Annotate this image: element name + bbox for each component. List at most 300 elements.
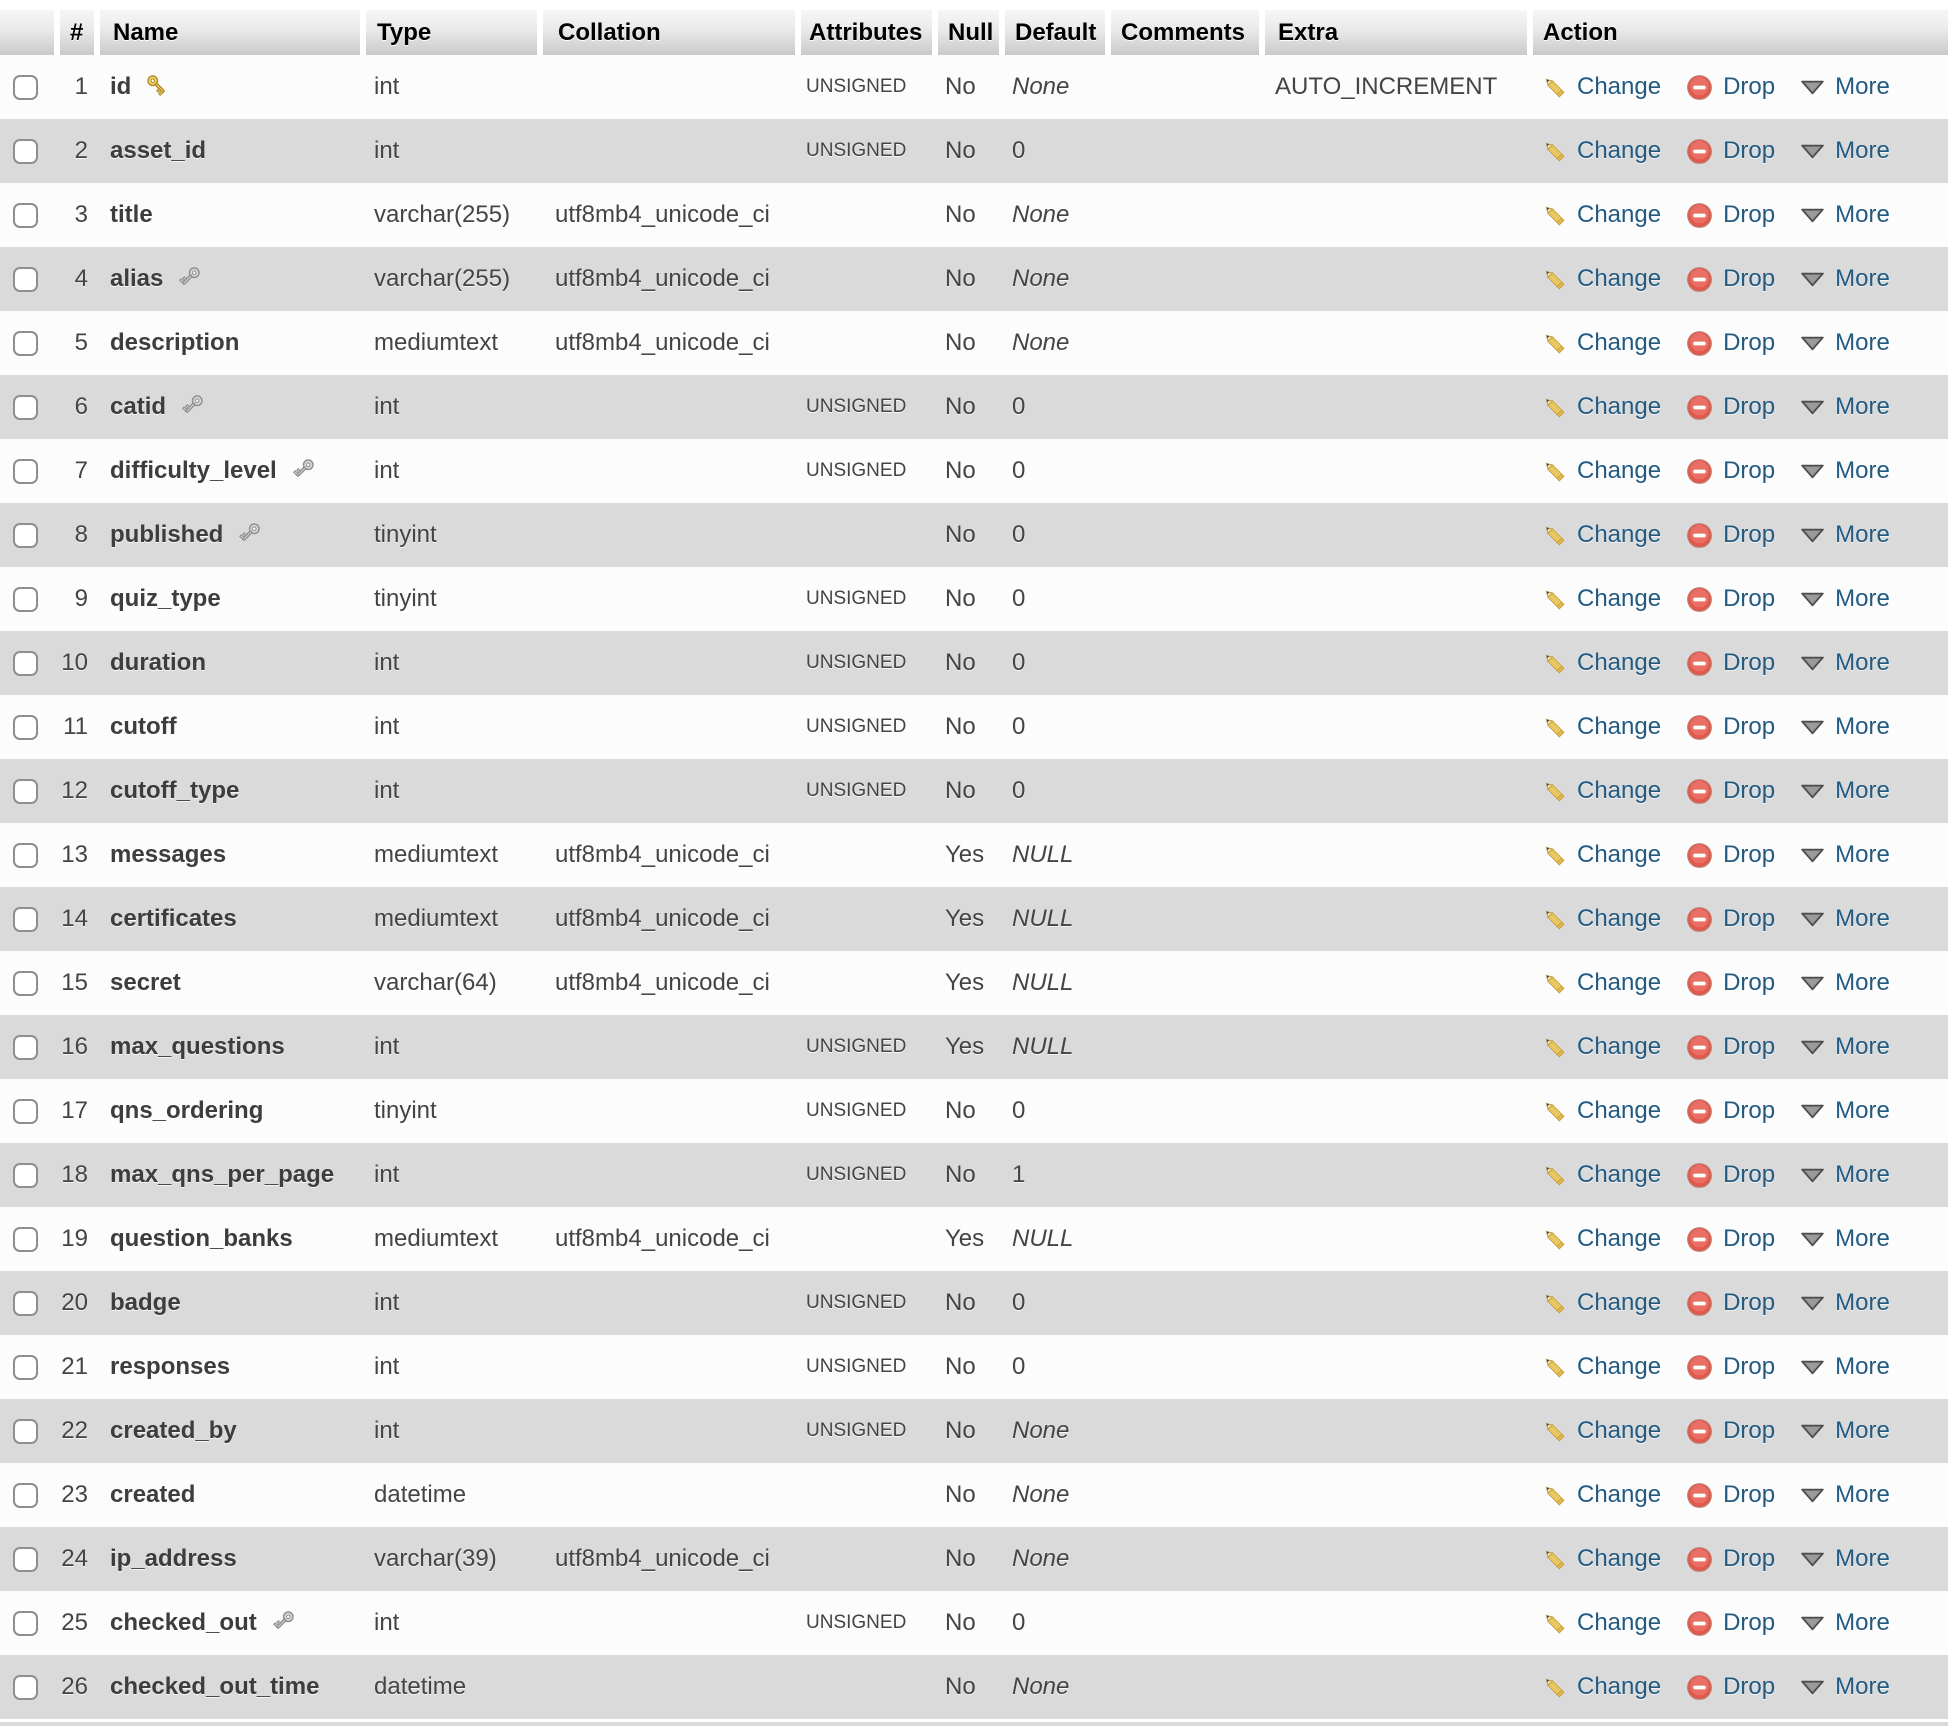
field-name: title [110, 201, 153, 228]
more-triangle-icon [1800, 399, 1825, 416]
more-link[interactable] [1800, 585, 1890, 613]
table-row [0, 887, 1948, 951]
collation-cell [540, 759, 798, 823]
collation-cell [540, 695, 798, 759]
drop-label: Drop [1723, 1353, 1776, 1381]
pencil-icon [1540, 969, 1569, 998]
null-cell: No [945, 777, 976, 804]
change-link[interactable] [1540, 1161, 1661, 1190]
row-checkbox-cell [0, 567, 57, 631]
default-cell [1002, 55, 1108, 119]
null-cell: No [945, 649, 976, 676]
row-checkbox[interactable] [13, 907, 38, 932]
row-checkbox[interactable] [13, 1163, 38, 1188]
field-name-cell [97, 631, 363, 695]
drop-icon [1686, 586, 1713, 613]
row-number-cell: 3 [74, 201, 88, 228]
row-checkbox-cell [0, 119, 57, 183]
more-link[interactable] [1800, 1609, 1890, 1637]
change-label: Change [1577, 1289, 1662, 1317]
drop-label: Drop [1723, 329, 1776, 357]
change-link[interactable] [1540, 1289, 1661, 1318]
change-link[interactable] [1540, 905, 1661, 934]
drop-label: Drop [1723, 1289, 1776, 1317]
change-link[interactable] [1540, 201, 1661, 230]
row-checkbox-cell [0, 1463, 57, 1527]
attributes-cell [798, 183, 935, 247]
row-checkbox[interactable] [13, 331, 38, 356]
drop-icon [1686, 778, 1713, 805]
field-name: asset_id [110, 137, 207, 164]
row-number-cell: 23 [61, 1481, 88, 1508]
change-label: Change [1577, 1033, 1662, 1061]
more-triangle-icon [1800, 1167, 1825, 1184]
collation-cell [540, 503, 798, 567]
default-cell [1002, 1591, 1108, 1655]
pencil-icon [1540, 713, 1569, 742]
column-header-action: Action [1530, 10, 1948, 55]
row-checkbox[interactable] [13, 1291, 38, 1316]
row-checkbox[interactable] [13, 459, 38, 484]
table-row [0, 1463, 1948, 1527]
field-name: created_by [110, 1417, 237, 1444]
change-link[interactable] [1540, 457, 1661, 486]
more-triangle-icon [1800, 463, 1825, 480]
more-link[interactable] [1800, 393, 1890, 421]
more-link[interactable] [1800, 265, 1890, 293]
change-link[interactable] [1540, 585, 1661, 614]
change-label: Change [1577, 73, 1662, 101]
drop-link[interactable] [1686, 265, 1775, 293]
table-row [0, 439, 1948, 503]
row-checkbox-cell [0, 887, 57, 951]
field-name: difficulty_level [110, 457, 277, 484]
default-value: NULL [1012, 969, 1074, 996]
change-link[interactable] [1540, 1673, 1661, 1702]
drop-link[interactable] [1686, 649, 1775, 677]
comments-cell [1108, 439, 1262, 503]
drop-link[interactable] [1686, 1353, 1775, 1381]
change-label: Change [1577, 1225, 1662, 1253]
pencil-icon [1540, 1353, 1569, 1382]
change-label: Change [1577, 1417, 1662, 1445]
default-cell [1002, 1399, 1108, 1463]
row-checkbox[interactable] [13, 587, 38, 612]
pencil-icon [1540, 521, 1569, 550]
drop-link[interactable] [1686, 73, 1775, 101]
more-link[interactable] [1800, 521, 1890, 549]
drop-link[interactable] [1686, 521, 1775, 549]
collation-cell [540, 55, 798, 119]
drop-icon [1686, 1290, 1713, 1317]
row-checkbox[interactable] [13, 971, 38, 996]
pencil-icon [1540, 265, 1569, 294]
more-link[interactable] [1800, 1673, 1890, 1701]
more-triangle-icon [1800, 1039, 1825, 1056]
field-type-cell: tinyint [374, 521, 437, 548]
more-link[interactable] [1800, 841, 1890, 869]
change-link[interactable] [1540, 713, 1661, 742]
comments-cell [1108, 55, 1262, 119]
row-checkbox-cell [0, 1335, 57, 1399]
more-label: More [1835, 1545, 1890, 1573]
more-link[interactable] [1800, 1033, 1890, 1061]
more-label: More [1835, 1289, 1890, 1317]
more-link[interactable] [1800, 1225, 1890, 1253]
row-checkbox[interactable] [13, 1035, 38, 1060]
default-value: None [1012, 201, 1070, 228]
row-checkbox[interactable] [13, 1099, 38, 1124]
default-value: 0 [1012, 137, 1026, 164]
change-link[interactable] [1540, 521, 1661, 550]
row-checkbox[interactable] [13, 1227, 38, 1252]
row-checkbox-cell [0, 1655, 57, 1719]
change-label: Change [1577, 841, 1662, 869]
more-link[interactable] [1800, 1353, 1890, 1381]
extra-cell [1262, 887, 1530, 951]
null-cell: No [945, 1353, 976, 1380]
field-name-cell [97, 695, 363, 759]
field-name: max_qns_per_page [110, 1161, 335, 1188]
extra-cell [1262, 1655, 1530, 1719]
comments-cell [1108, 119, 1262, 183]
more-link[interactable] [1800, 1545, 1890, 1573]
change-link[interactable] [1540, 73, 1661, 102]
attributes-cell [798, 311, 935, 375]
field-name: id [110, 73, 132, 100]
table-row [0, 375, 1948, 439]
default-value: 0 [1012, 521, 1026, 548]
drop-label: Drop [1723, 201, 1776, 229]
attributes-cell: UNSIGNED [806, 1100, 907, 1121]
table-row [0, 695, 1948, 759]
drop-link[interactable] [1686, 1289, 1775, 1317]
row-checkbox[interactable] [13, 843, 38, 868]
drop-link[interactable] [1686, 393, 1775, 421]
pencil-icon [1540, 649, 1569, 678]
field-type-cell: int [374, 1417, 400, 1444]
more-label: More [1835, 521, 1890, 549]
row-checkbox[interactable] [13, 395, 38, 420]
row-checkbox[interactable] [13, 139, 38, 164]
row-checkbox[interactable] [13, 1611, 38, 1636]
comments-cell [1108, 1527, 1262, 1591]
pencil-icon [1540, 1289, 1569, 1318]
more-link[interactable] [1800, 1289, 1890, 1317]
row-checkbox[interactable] [13, 523, 38, 548]
more-label: More [1835, 1033, 1890, 1061]
comments-cell [1108, 567, 1262, 631]
change-link[interactable] [1540, 137, 1661, 166]
row-number-cell: 24 [61, 1545, 88, 1572]
more-link[interactable] [1800, 1097, 1890, 1125]
row-checkbox[interactable] [13, 651, 38, 676]
table-row [0, 951, 1948, 1015]
row-checkbox[interactable] [13, 203, 38, 228]
default-cell [1002, 439, 1108, 503]
more-triangle-icon [1800, 1231, 1825, 1248]
drop-label: Drop [1723, 137, 1776, 165]
change-link[interactable] [1540, 265, 1661, 294]
action-cell [1530, 951, 1948, 1015]
more-label: More [1835, 137, 1890, 165]
drop-icon [1686, 74, 1713, 101]
collation-cell [540, 1335, 798, 1399]
change-label: Change [1577, 1353, 1662, 1381]
change-link[interactable] [1540, 841, 1661, 870]
field-name: created [110, 1481, 196, 1508]
row-checkbox[interactable] [13, 1355, 38, 1380]
change-link[interactable] [1540, 1609, 1661, 1638]
row-number-cell: 12 [61, 777, 88, 804]
change-link[interactable] [1540, 1481, 1661, 1510]
change-link[interactable] [1540, 1033, 1661, 1062]
more-link[interactable] [1800, 649, 1890, 677]
more-link[interactable] [1800, 201, 1890, 229]
field-name: description [110, 329, 240, 356]
row-checkbox-cell [0, 823, 57, 887]
extra-cell [1262, 1079, 1530, 1143]
drop-link[interactable] [1686, 841, 1775, 869]
more-label: More [1835, 1161, 1890, 1189]
action-cell [1530, 1207, 1948, 1271]
drop-link[interactable] [1686, 137, 1775, 165]
pencil-icon [1540, 777, 1569, 806]
drop-link[interactable] [1686, 713, 1775, 741]
more-link[interactable] [1800, 137, 1890, 165]
pencil-icon [1540, 73, 1569, 102]
collation-cell [540, 1143, 798, 1207]
more-triangle-icon [1800, 335, 1825, 352]
action-cell [1530, 183, 1948, 247]
action-cell [1530, 1335, 1948, 1399]
column-header-checkbox [0, 10, 57, 55]
field-name: cutoff [110, 713, 177, 740]
more-label: More [1835, 1673, 1890, 1701]
attributes-cell: UNSIGNED [806, 780, 907, 801]
column-header-type: Type [363, 10, 540, 55]
row-checkbox-cell [0, 759, 57, 823]
default-value: 0 [1012, 393, 1026, 420]
table-row [0, 311, 1948, 375]
action-cell [1530, 247, 1948, 311]
comments-cell [1108, 1015, 1262, 1079]
pencil-icon [1540, 1673, 1569, 1702]
drop-link[interactable] [1686, 1673, 1775, 1701]
row-checkbox[interactable] [13, 1675, 38, 1700]
drop-link[interactable] [1686, 777, 1775, 805]
change-link[interactable] [1540, 1417, 1661, 1446]
extra-cell [1262, 1463, 1530, 1527]
drop-link[interactable] [1686, 457, 1775, 485]
field-type-cell: mediumtext [374, 905, 499, 932]
action-cell [1530, 1463, 1948, 1527]
drop-link[interactable] [1686, 1481, 1775, 1509]
drop-label: Drop [1723, 905, 1776, 933]
default-cell [1002, 183, 1108, 247]
collation-cell [540, 119, 798, 183]
more-label: More [1835, 1097, 1890, 1125]
null-cell: No [945, 1481, 976, 1508]
drop-link[interactable] [1686, 1161, 1775, 1189]
change-label: Change [1577, 521, 1662, 549]
default-cell [1002, 567, 1108, 631]
more-link[interactable] [1800, 1481, 1890, 1509]
field-name-cell [97, 1079, 363, 1143]
attributes-cell [798, 1655, 935, 1719]
more-link[interactable] [1800, 73, 1890, 101]
drop-link[interactable] [1686, 905, 1775, 933]
change-link[interactable] [1540, 969, 1661, 998]
drop-label: Drop [1723, 265, 1776, 293]
row-number-cell: 18 [61, 1161, 88, 1188]
change-link[interactable] [1540, 329, 1661, 358]
row-number-cell: 10 [61, 649, 88, 676]
drop-icon [1686, 842, 1713, 869]
row-checkbox[interactable] [13, 779, 38, 804]
row-number-cell: 13 [61, 841, 88, 868]
drop-link[interactable] [1686, 1545, 1775, 1573]
pencil-icon [1540, 137, 1569, 166]
more-link[interactable] [1800, 329, 1890, 357]
null-cell: No [945, 1289, 976, 1316]
collation-cell: utf8mb4_unicode_ci [555, 841, 770, 868]
change-link[interactable] [1540, 393, 1661, 422]
action-cell [1530, 119, 1948, 183]
drop-link[interactable] [1686, 969, 1775, 997]
row-checkbox[interactable] [13, 267, 38, 292]
drop-icon [1686, 1034, 1713, 1061]
null-cell: No [945, 393, 976, 420]
row-number-cell: 25 [61, 1609, 88, 1636]
drop-link[interactable] [1686, 329, 1775, 357]
row-number-cell: 7 [74, 457, 88, 484]
field-type-cell: int [374, 1353, 400, 1380]
row-checkbox[interactable] [13, 1547, 38, 1572]
change-link[interactable] [1540, 1097, 1661, 1126]
row-number-cell: 17 [61, 1097, 88, 1124]
more-link[interactable] [1800, 1417, 1890, 1445]
null-cell: Yes [945, 969, 985, 996]
null-cell: No [945, 1097, 976, 1124]
field-name-cell [97, 1591, 363, 1655]
extra-cell [1262, 823, 1530, 887]
table-row [0, 1015, 1948, 1079]
drop-link[interactable] [1686, 201, 1775, 229]
drop-icon [1686, 1674, 1713, 1701]
drop-link[interactable] [1686, 1097, 1775, 1125]
drop-link[interactable] [1686, 1225, 1775, 1253]
collation-cell [540, 1015, 798, 1079]
collation-cell [540, 439, 798, 503]
pencil-icon [1540, 1097, 1569, 1126]
row-checkbox-cell [0, 375, 57, 439]
row-checkbox[interactable] [13, 1419, 38, 1444]
row-number-cell: 22 [61, 1417, 88, 1444]
collation-cell [540, 567, 798, 631]
column-header-extra: Extra [1262, 10, 1530, 55]
row-number-cell: 19 [61, 1225, 88, 1252]
more-link[interactable] [1800, 457, 1890, 485]
more-label: More [1835, 1481, 1890, 1509]
field-name-cell [97, 183, 363, 247]
field-name-cell [97, 951, 363, 1015]
collation-cell: utf8mb4_unicode_ci [555, 201, 770, 228]
default-value: 0 [1012, 1609, 1026, 1636]
extra-cell [1262, 247, 1530, 311]
row-checkbox[interactable] [13, 75, 38, 100]
null-cell: Yes [945, 841, 985, 868]
comments-cell [1108, 695, 1262, 759]
drop-label: Drop [1723, 713, 1776, 741]
default-cell [1002, 1527, 1108, 1591]
more-triangle-icon [1800, 1679, 1825, 1696]
change-link[interactable] [1540, 649, 1661, 678]
action-cell [1530, 1271, 1948, 1335]
more-label: More [1835, 393, 1890, 421]
more-triangle-icon [1800, 143, 1825, 160]
field-name: published [110, 521, 224, 548]
field-type-cell: mediumtext [374, 841, 499, 868]
comments-cell [1108, 1207, 1262, 1271]
field-type-cell: int [374, 73, 400, 100]
collation-cell: utf8mb4_unicode_ci [555, 329, 770, 356]
drop-link[interactable] [1686, 1609, 1775, 1637]
row-checkbox-cell [0, 951, 57, 1015]
field-type-cell: int [374, 1161, 400, 1188]
change-link[interactable] [1540, 1353, 1661, 1382]
attributes-cell [798, 1207, 935, 1271]
change-label: Change [1577, 457, 1662, 485]
extra-cell [1262, 1399, 1530, 1463]
table-row [0, 1655, 1948, 1719]
null-cell: No [945, 137, 976, 164]
field-name: responses [110, 1353, 231, 1380]
default-value: 1 [1012, 1161, 1026, 1188]
change-link[interactable] [1540, 1225, 1661, 1254]
extra-cell [1262, 311, 1530, 375]
more-link[interactable] [1800, 1161, 1890, 1189]
index-key-icon [175, 263, 204, 292]
attributes-cell [798, 887, 935, 951]
drop-link[interactable] [1686, 1417, 1775, 1445]
pencil-icon [1540, 841, 1569, 870]
more-link[interactable] [1800, 713, 1890, 741]
change-link[interactable] [1540, 1545, 1661, 1574]
drop-icon [1686, 1610, 1713, 1637]
table-row [0, 1079, 1948, 1143]
row-checkbox-cell [0, 1079, 57, 1143]
row-number-cell: 8 [74, 521, 88, 548]
drop-link[interactable] [1686, 585, 1775, 613]
field-type-cell: varchar(39) [374, 1545, 497, 1572]
row-checkbox[interactable] [13, 1483, 38, 1508]
drop-link[interactable] [1686, 1033, 1775, 1061]
row-checkbox-cell [0, 439, 57, 503]
row-checkbox[interactable] [13, 715, 38, 740]
row-number-cell: 15 [61, 969, 88, 996]
more-link[interactable] [1800, 777, 1890, 805]
row-checkbox-cell [0, 55, 57, 119]
drop-icon [1686, 650, 1713, 677]
change-link[interactable] [1540, 777, 1661, 806]
change-label: Change [1577, 713, 1662, 741]
table-row [0, 1335, 1948, 1399]
more-link[interactable] [1800, 969, 1890, 997]
more-link[interactable] [1800, 905, 1890, 933]
more-label: More [1835, 1609, 1890, 1637]
table-row [0, 503, 1948, 567]
